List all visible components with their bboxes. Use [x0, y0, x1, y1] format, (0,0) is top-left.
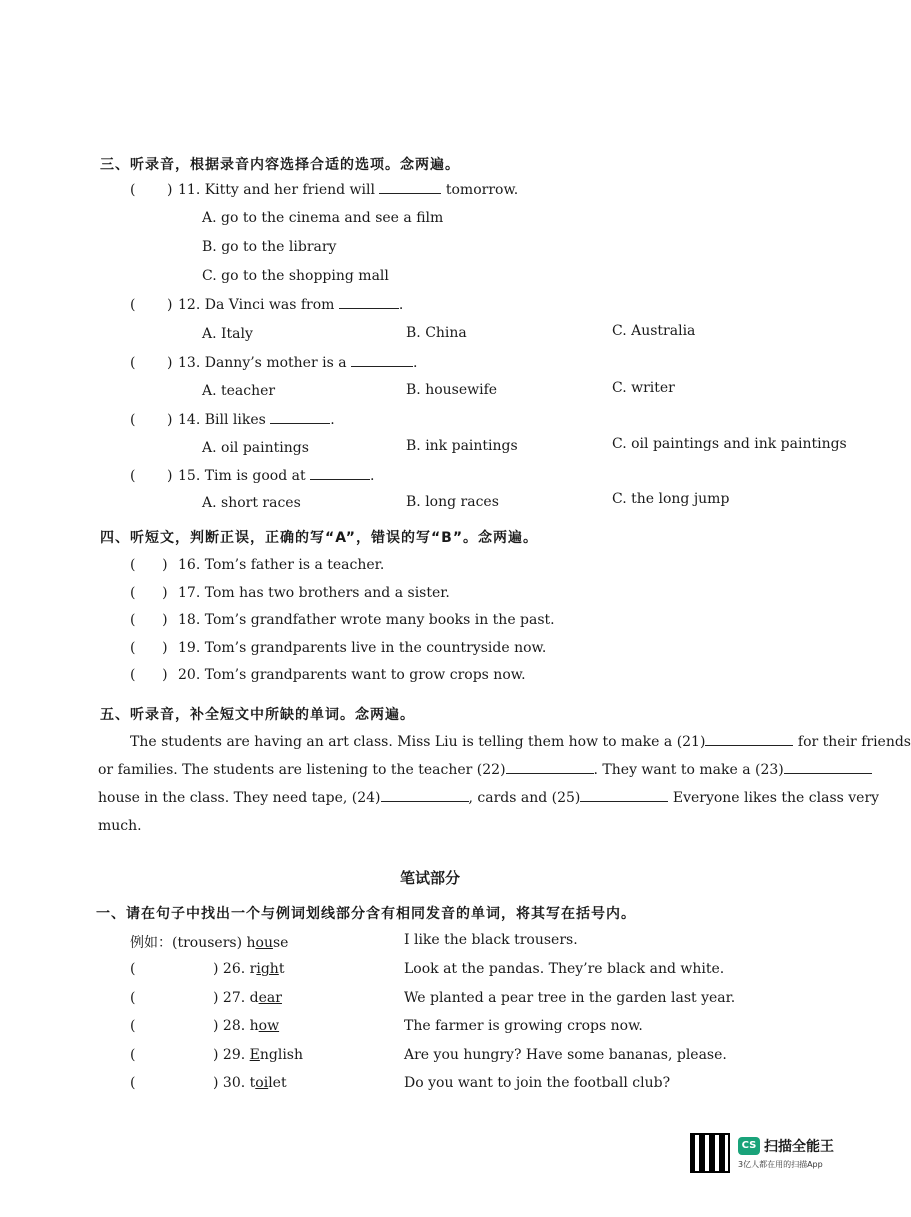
written-section-1-title: 一、请在句子中找出一个与例词划线部分含有相同发音的单词，将其写在括号内。 — [96, 906, 636, 922]
phonics-word: ) 28. how — [213, 1018, 280, 1034]
app-name: 扫描全能王 — [764, 1139, 834, 1155]
option-b: B. housewife — [406, 382, 498, 398]
cloze-paragraph — [98, 728, 911, 840]
answer-paren-close: ) — [167, 182, 173, 198]
phonics-sentence: Are you hungry? Have some bananas, please. — [404, 1047, 727, 1063]
answer-paren-open: ( — [130, 990, 136, 1006]
section-3-title: 三、听录音，根据录音内容选择合适的选项。念两遍。 — [100, 157, 460, 173]
blank-line — [270, 422, 330, 424]
option-c: C. oil paintings and ink paintings — [612, 436, 847, 452]
blank-line — [379, 192, 441, 194]
option-c: C. the long jump — [612, 491, 730, 507]
option-a: A. oil paintings — [202, 440, 309, 456]
answer-paren-open: ( — [130, 355, 136, 371]
statement-20: 20. Tom’s grandparents want to grow crops now. — [178, 667, 526, 683]
statement-17: 17. Tom has two brothers and a sister. — [178, 585, 450, 601]
answer-paren-open: ( — [130, 182, 136, 198]
blank-line — [339, 307, 399, 309]
phonics-word: ) 29. English — [213, 1047, 304, 1063]
option-a: A. go to the cinema and see a film — [202, 210, 444, 226]
answer-paren-open: ( — [130, 297, 136, 313]
question-stem: 11. Kitty and her friend will tomorrow. — [178, 182, 519, 198]
answer-paren-open: ( — [130, 961, 136, 977]
phonics-sentence: The farmer is growing crops now. — [404, 1018, 643, 1034]
written-part-title: 笔试部分 — [399, 869, 460, 887]
answer-paren-open: ( — [130, 1018, 136, 1034]
phonics-sentence: Do you want to join the football club? — [404, 1075, 671, 1091]
example-word: 例如：(trousers) house — [130, 935, 289, 951]
statement-19: 19. Tom’s grandparents live in the countryside now. — [178, 640, 547, 656]
answer-paren: ( ) — [130, 612, 168, 628]
statement-18: 18. Tom’s grandfather wrote many books in the past. — [178, 612, 555, 628]
statement-16: 16. Tom’s father is a teacher. — [178, 557, 385, 573]
phonics-word: ) 30. toilet — [213, 1075, 287, 1091]
phonics-sentence: We planted a pear tree in the garden last year. — [404, 990, 736, 1006]
answer-paren-open: ( — [130, 1047, 136, 1063]
section-5-title: 五、听录音，补全短文中所缺的单词。念两遍。 — [100, 707, 415, 723]
option-c: C. Australia — [612, 323, 696, 339]
option-b: B. China — [406, 325, 467, 341]
option-c: C. go to the shopping mall — [202, 268, 389, 284]
answer-paren: ( ) — [130, 667, 168, 683]
question-stem: 14. Bill likes . — [178, 412, 335, 428]
app-tagline: 3亿人都在用的扫描App — [738, 1160, 823, 1169]
cloze-line-1: The students are having an art class. Miss Liu is telling them how to make a (21) for their friends — [130, 734, 911, 750]
answer-paren: ( ) — [130, 585, 168, 601]
cloze-line-2: or families. The students are listening to the teacher (22) . They want to make a (23) — [98, 756, 816, 784]
qr-code-icon — [690, 1133, 730, 1173]
question-stem: 13. Danny’s mother is a . — [178, 355, 418, 371]
phonics-word: ) 26. right — [213, 961, 285, 977]
answer-paren-open: ( — [130, 468, 136, 484]
answer-paren-close: ) — [167, 297, 173, 313]
question-stem: 12. Da Vinci was from . — [178, 297, 404, 313]
option-c: C. writer — [612, 380, 675, 396]
camscanner-logo-icon: CS — [738, 1137, 760, 1155]
option-a: A. short races — [202, 495, 301, 511]
option-a: A. Italy — [202, 326, 253, 342]
cloze-line-3: house in the class. They need tape, (24) , cards and (25) Everyone likes the class very — [98, 790, 880, 806]
option-b: B. go to the library — [202, 239, 337, 255]
answer-paren-close: ) — [167, 468, 173, 484]
answer-paren-close: ) — [167, 355, 173, 371]
option-a: A. teacher — [202, 383, 276, 399]
example-sentence: I like the black trousers. — [404, 932, 578, 948]
answer-paren-open: ( — [130, 412, 136, 428]
answer-paren: ( ) — [130, 557, 168, 573]
phonics-word: ) 27. dear — [213, 990, 282, 1006]
cloze-line-4: much. — [98, 818, 142, 834]
answer-paren: ( ) — [130, 640, 168, 656]
answer-paren-open: ( — [130, 1075, 136, 1091]
question-stem: 15. Tim is good at . — [178, 468, 375, 484]
option-b: B. long races — [406, 494, 499, 510]
blank-line — [310, 478, 370, 480]
phonics-sentence: Look at the pandas. They’re black and white. — [404, 961, 725, 977]
scanner-watermark — [690, 1133, 840, 1173]
blank-line — [351, 365, 413, 367]
section-4-title: 四、听短文，判断正误，正确的写“A”，错误的写“B”。念两遍。 — [100, 530, 539, 546]
option-b: B. ink paintings — [406, 438, 518, 454]
answer-paren-close: ) — [167, 412, 173, 428]
